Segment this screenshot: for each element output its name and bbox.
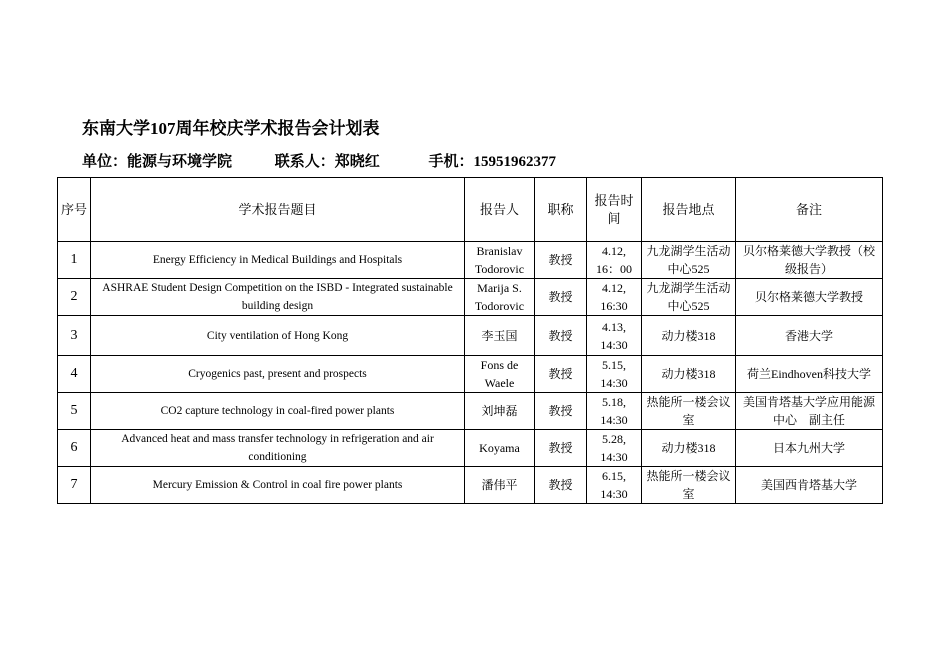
cell-speaker: Marija S. Todorovic	[465, 279, 535, 316]
cell-speaker: Branislav Todorovic	[465, 242, 535, 279]
header-no: 序号	[58, 178, 91, 242]
cell-speaker: Fons de Waele	[465, 356, 535, 393]
header-time: 报告时间	[587, 178, 642, 242]
header-location: 报告地点	[642, 178, 736, 242]
cell-no: 6	[58, 430, 91, 467]
cell-note: 香港大学	[736, 316, 883, 356]
cell-location: 热能所一楼会议室	[642, 467, 736, 504]
cell-title: 教授	[535, 242, 587, 279]
cell-location: 九龙湖学生活动中心525	[642, 279, 736, 316]
page-title: 东南大学107周年校庆学术报告会计划表	[82, 119, 380, 138]
cell-time: 4.12, 16：00	[587, 242, 642, 279]
cell-time: 5.28, 14:30	[587, 430, 642, 467]
contact-label: 联系人：郑晓红	[274, 154, 380, 170]
cell-topic: City ventilation of Hong Kong	[91, 316, 465, 356]
cell-title: 教授	[535, 467, 587, 504]
cell-topic: CO2 capture technology in coal-fired power plants	[91, 393, 465, 430]
cell-topic: Energy Efficiency in Medical Buildings and Hospitals	[91, 242, 465, 279]
cell-location: 动力楼318	[642, 316, 736, 356]
table-row	[58, 316, 883, 356]
document-subtitle	[82, 150, 556, 171]
cell-speaker: 潘伟平	[465, 467, 535, 504]
cell-location: 热能所一楼会议室	[642, 393, 736, 430]
cell-location: 动力楼318	[642, 430, 736, 467]
cell-title: 教授	[535, 279, 587, 316]
report-plan-table	[57, 177, 883, 504]
cell-time: 5.18, 14:30	[587, 393, 642, 430]
cell-no: 5	[58, 393, 91, 430]
header-title: 职称	[535, 178, 587, 242]
cell-location: 动力楼318	[642, 356, 736, 393]
header-speaker: 报告人	[465, 178, 535, 242]
cell-title: 教授	[535, 356, 587, 393]
cell-no: 1	[58, 242, 91, 279]
header-topic: 学术报告题目	[91, 178, 465, 242]
cell-time: 6.15, 14:30	[587, 467, 642, 504]
cell-time: 5.15, 14:30	[587, 356, 642, 393]
cell-topic: Mercury Emission & Control in coal fire power plants	[91, 467, 465, 504]
table-row	[58, 242, 883, 279]
cell-note: 日本九州大学	[736, 430, 883, 467]
table-row	[58, 430, 883, 467]
cell-speaker: Koyama	[465, 430, 535, 467]
cell-note: 贝尔格莱德大学教授（校级报告）	[736, 242, 883, 279]
table-row	[58, 393, 883, 430]
cell-no: 7	[58, 467, 91, 504]
cell-time: 4.12, 16:30	[587, 279, 642, 316]
cell-topic: Advanced heat and mass transfer technology in refrigeration and air conditioning	[91, 430, 465, 467]
cell-speaker: 刘坤磊	[465, 393, 535, 430]
table-row	[58, 467, 883, 504]
cell-time: 4.13, 14:30	[587, 316, 642, 356]
cell-topic: ASHRAE Student Design Competition on the ISBD - Integrated sustainable building design	[91, 279, 465, 316]
table-row	[58, 279, 883, 316]
cell-note: 贝尔格莱德大学教授	[736, 279, 883, 316]
cell-note: 美国西肯塔基大学	[736, 467, 883, 504]
cell-note: 美国肯塔基大学应用能源中心 副主任	[736, 393, 883, 430]
table-row	[58, 356, 883, 393]
cell-note: 荷兰Eindhoven科技大学	[736, 356, 883, 393]
cell-no: 3	[58, 316, 91, 356]
cell-title: 教授	[535, 430, 587, 467]
cell-title: 教授	[535, 393, 587, 430]
cell-topic: Cryogenics past, present and prospects	[91, 356, 465, 393]
phone-label: 手机：15951962377	[428, 154, 557, 170]
cell-no: 2	[58, 279, 91, 316]
cell-no: 4	[58, 356, 91, 393]
cell-speaker: 李玉国	[465, 316, 535, 356]
cell-title: 教授	[535, 316, 587, 356]
unit-label: 单位：能源与环境学院	[82, 154, 233, 170]
table-header-row	[58, 178, 883, 242]
header-note: 备注	[736, 178, 883, 242]
cell-location: 九龙湖学生活动中心525	[642, 242, 736, 279]
